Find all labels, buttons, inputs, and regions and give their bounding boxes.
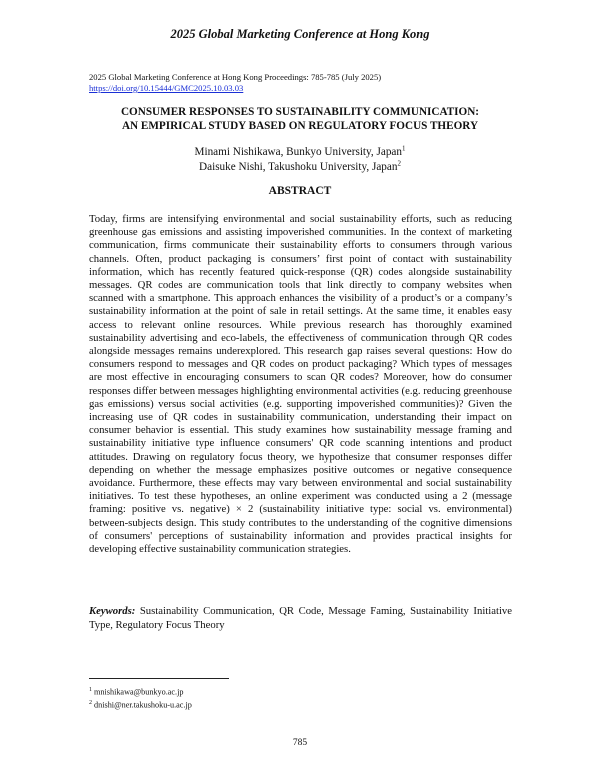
keywords-label: Keywords: <box>89 605 136 617</box>
author-1-footnote-marker[interactable]: 1 <box>401 144 406 153</box>
paper-title-line-1: CONSUMER RESPONSES TO SUSTAINABILITY COMMUNICATION: <box>120 106 480 118</box>
author-1-name: Minami Nishikawa, Bunkyo University, Japan <box>194 146 402 158</box>
footnote-2-email: dnishi@ner.takushoku-u.ac.jp <box>94 700 192 710</box>
doi-link[interactable]: https://doi.org/10.15444/GMC2025.10.03.03 <box>89 83 244 93</box>
paper-title <box>60 105 540 133</box>
keywords <box>89 604 512 632</box>
conference-header: 2025 Global Marketing Conference at Hong Kong <box>170 27 430 41</box>
paper-title-line-2: AN EMPIRICAL STUDY BASED ON REGULATORY FOCUS THEORY <box>121 120 479 132</box>
page-number: 785 <box>292 738 308 748</box>
proceedings-citation-block <box>89 72 381 94</box>
author-2-name: Daisuke Nishi, Takushoku University, Japan <box>199 161 398 173</box>
footnote-1 <box>89 685 192 698</box>
author-list <box>0 145 600 175</box>
footnote-1-email: mnishikawa@bunkyo.ac.jp <box>94 687 184 697</box>
abstract-heading: ABSTRACT <box>268 185 332 197</box>
footnote-divider <box>89 678 229 679</box>
author-2-footnote-marker[interactable]: 2 <box>397 159 401 168</box>
abstract-body: Today, firms are intensifying environmental and social sustainability efforts, such as reducing greenhouse gas emissions and assisting impoverished communities. In the context of marketing communication, firms communicate their sustainability efforts to consumers through various channels. Often, product packaging is consumers’ first point of contact with sustainability information, which has recently featured quick-response (QR) codes alongside sustainability messages. QR codes are communication tools that link directly to company websites when scanned with a smartphone. This approach enhances the visibility of a product’s or a company’s sustainability information at the point of sale in retail settings. At the same time, it enables easy access to relevant online resources. While previous research has thoroughly examined sustainability advertising and eco-labels, the effectiveness of communication through QR codes alongside messages remains underexplored. This research gap raises several questions: How do consumers respond to messages and QR codes on product packaging? Which types of messages are most effective in encouraging consumers to scan QR codes? Moreover, how do consumer responses differ between messages highlighting environmental activities (e.g. reducing greenhouse gas emissions) versus social activities (e.g. supporting impoverished communities)? Given the increasing use of QR codes in sustainability communication, understanding their impact on consumer behavior is essential. This study examines how sustainability message framing and sustainability initiative type influence consumers' QR code scanning intentions and product attitudes. Drawing on regulatory focus theory, we hypothesize that consumer responses differ depending on whether the message emphasizes positive outcomes or negative consequence avoidance. Furthermore, these effects may vary between environmental and social sustainability initiatives. To test these hypotheses, an online experiment was conducted using a 2 (message framing: positive vs. negative) × 2 (sustainability initiative type: social vs. environmental) between-subjects design. This study contributes to the understanding of the cognitive dimensions of consumers' perceptions of sustainability information and provides practical insights for developing effective sustainability communication strategies. <box>89 213 512 556</box>
author-2 <box>0 160 600 175</box>
footnote-2-marker: 2 <box>89 699 92 706</box>
footnote-2 <box>89 698 192 711</box>
footnotes <box>89 685 192 710</box>
author-1 <box>0 145 600 160</box>
footnote-1-marker: 1 <box>89 687 92 693</box>
keywords-text: Sustainability Communication, QR Code, Message Faming, Sustainability Initiative Type, Regulatory Focus Theory <box>89 605 512 631</box>
proceedings-citation: 2025 Global Marketing Conference at Hong Kong Proceedings: 785-785 (July 2025) <box>89 72 382 82</box>
